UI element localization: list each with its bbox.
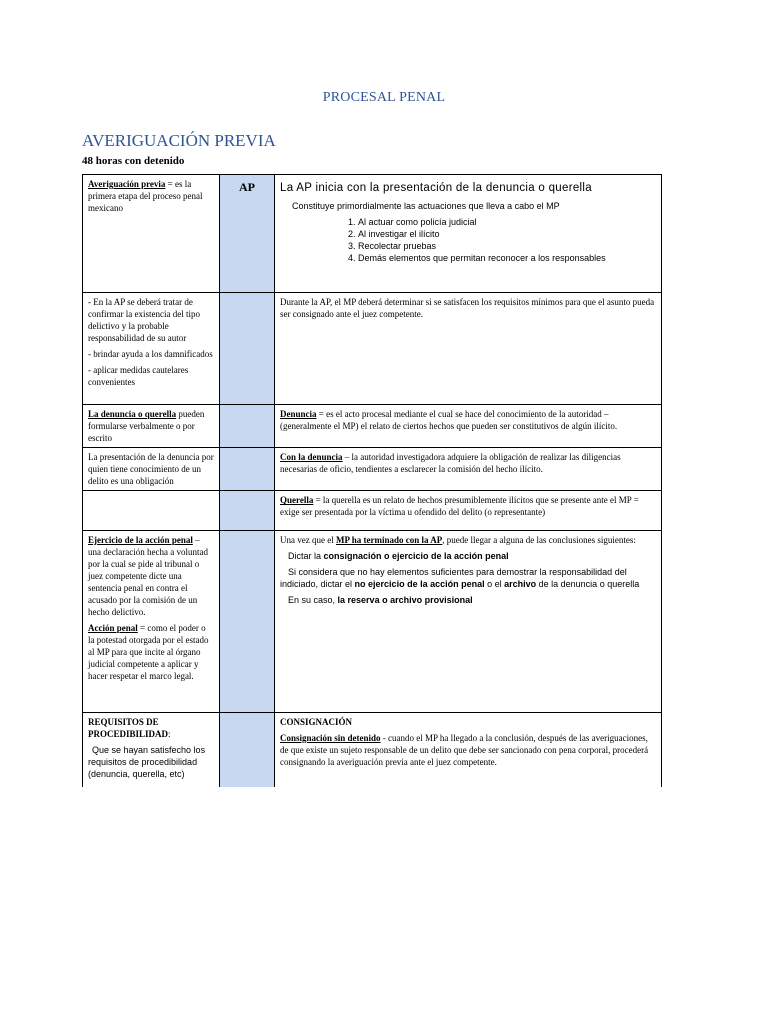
cell-mid bbox=[220, 405, 275, 448]
cell-text: : bbox=[168, 729, 171, 739]
list-item: 4. Demás elementos que permitan reconocer a los responsables bbox=[358, 252, 656, 264]
cell-text: – una declaración hecha a voluntad por la cual se pide al tribunal o juez competente dicte una sentencia penal en contra el acusado por la comisión de un hecho delictivo. bbox=[88, 535, 208, 617]
term-bold: REQUISITOS DE PROCEDIBILIDAD bbox=[88, 717, 169, 739]
term-bold: Averiguación previa bbox=[88, 179, 166, 189]
cell-left bbox=[83, 175, 220, 293]
cell-text: = como el poder o la potestad otorgada por el estado al MP para que incite al órgano judicial competente a aplicar y hacer respetar el marco legal. bbox=[88, 623, 209, 681]
cell-text: Una vez que el bbox=[280, 535, 336, 545]
term-bold: Acción penal bbox=[88, 623, 138, 633]
term-bold: la reserva o archivo provisional bbox=[337, 595, 473, 605]
term-bold: Querella bbox=[280, 495, 314, 505]
document-title: PROCESAL PENAL bbox=[322, 90, 446, 105]
cell-left bbox=[83, 713, 220, 788]
cell-right bbox=[275, 713, 662, 788]
cell-left bbox=[83, 448, 220, 491]
cell-text: , puede llegar a alguna de las conclusiones siguientes: bbox=[442, 535, 636, 545]
cell-text: o el bbox=[484, 579, 505, 589]
table-row bbox=[83, 405, 662, 448]
term-bold: Denuncia bbox=[280, 409, 317, 419]
cell-text: – la autoridad investigadora adquiere la obligación de realizar las diligencias necesarias de oficio, tendientes a esclarecer la comisión del hecho ilícito. bbox=[280, 452, 621, 474]
cell-text: = es el acto procesal mediante el cual se hace del conocimiento de la autoridad – (generalmente el MP) el relato de ciertos hechos que pueden ser constitutivos de algún ilícito. bbox=[280, 409, 618, 431]
cell-right bbox=[275, 491, 662, 531]
cell-text: Durante la AP, el MP deberá determinar si se satisfacen los requisitos mínimos para que el asunto pueda ser consignado ante el juez competente. bbox=[280, 297, 655, 319]
term-bold: Consignación sin detenido bbox=[280, 733, 381, 743]
intro-text: Constituye primordialmente las actuaciones que lleva a cabo el MP bbox=[292, 201, 560, 211]
term-bold: archivo bbox=[504, 579, 537, 589]
term-bold: Ejercicio de la acción penal bbox=[88, 535, 193, 545]
cell-left bbox=[83, 531, 220, 713]
section-heading: AVERIGUACIÓN PREVIA bbox=[82, 131, 276, 150]
cell-text: - brindar ayuda a los damnificados bbox=[88, 349, 213, 359]
list-item: 3. Recolectar pruebas bbox=[358, 240, 656, 252]
row-heading: La AP inicia con la presentación de la denuncia o querella bbox=[280, 182, 592, 194]
cell-mid bbox=[220, 293, 275, 405]
cell-left bbox=[83, 293, 220, 405]
cell-right bbox=[275, 448, 662, 491]
term-bold: consignación o ejercicio de la acción penal bbox=[323, 551, 509, 561]
row-heading: CONSIGNACIÓN bbox=[280, 717, 353, 727]
subtitle: 48 horas con detenido bbox=[82, 155, 185, 167]
cell-text: - En la AP se deberá tratar de confirmar la existencia del tipo delictivo y la probable responsabilidad de su autor bbox=[88, 297, 200, 343]
numbered-list bbox=[280, 216, 656, 264]
cell-text: = la querella es un relato de hechos presumiblemente ilícitos que se presente ante el MP = exige ser presentada por la víctima u ofendido del delito (o representante) bbox=[280, 495, 639, 517]
table-row bbox=[83, 491, 662, 531]
cell-text: = es la primera etapa del proceso penal mexicano bbox=[88, 179, 203, 213]
term-bold: Con la denuncia bbox=[280, 452, 343, 462]
content-table bbox=[82, 174, 662, 787]
cell-mid bbox=[220, 531, 275, 713]
cell-right bbox=[275, 405, 662, 448]
term-bold: La denuncia o querella bbox=[88, 409, 177, 419]
term-bold: no ejercicio de la acción penal bbox=[354, 579, 485, 589]
cell-text: de la denuncia o querella bbox=[536, 579, 640, 589]
cell-left bbox=[83, 405, 220, 448]
cell-mid bbox=[220, 713, 275, 788]
cell-mid bbox=[220, 448, 275, 491]
cell-text: La presentación de la denuncia por quien tiene conocimiento de un delito es una obligación bbox=[88, 452, 214, 486]
table-row bbox=[83, 448, 662, 491]
list-item: 1. Al actuar como policía judicial bbox=[358, 216, 656, 228]
table-row bbox=[83, 175, 662, 293]
cell-mid bbox=[220, 175, 275, 293]
table-row bbox=[83, 293, 662, 405]
ap-label: AP bbox=[239, 180, 255, 194]
cell-right bbox=[275, 175, 662, 293]
term-bold: MP ha terminado con la AP bbox=[335, 535, 443, 545]
cell-text: Si considera que no hay elementos suficientes para demostrar la responsabilidad del indiciado, dictar el bbox=[280, 567, 627, 589]
cell-text: pueden formularse verbalmente o por escrito bbox=[88, 409, 205, 443]
table-row bbox=[83, 531, 662, 713]
cell-text: - cuando el MP ha llegado a la conclusión, después de las averiguaciones, de que existe un sujeto responsable de un delito que debe ser sancionado con pena corporal, procederá consignando la averiguación previa ante el juez competente. bbox=[280, 733, 649, 767]
cell-text: - aplicar medidas cautelares convenientes bbox=[88, 365, 189, 387]
cell-right bbox=[275, 293, 662, 405]
cell-text: Que se hayan satisfecho los requisitos de procedibilidad (denuncia, querella, etc) bbox=[88, 745, 206, 779]
cell-text: Dictar la bbox=[288, 551, 324, 561]
cell-left bbox=[83, 491, 220, 531]
cell-right bbox=[275, 531, 662, 713]
cell-text: En su caso, bbox=[288, 595, 338, 605]
table-row bbox=[83, 713, 662, 788]
cell-mid bbox=[220, 491, 275, 531]
list-item: 2. Al investigar el ilícito bbox=[358, 228, 656, 240]
